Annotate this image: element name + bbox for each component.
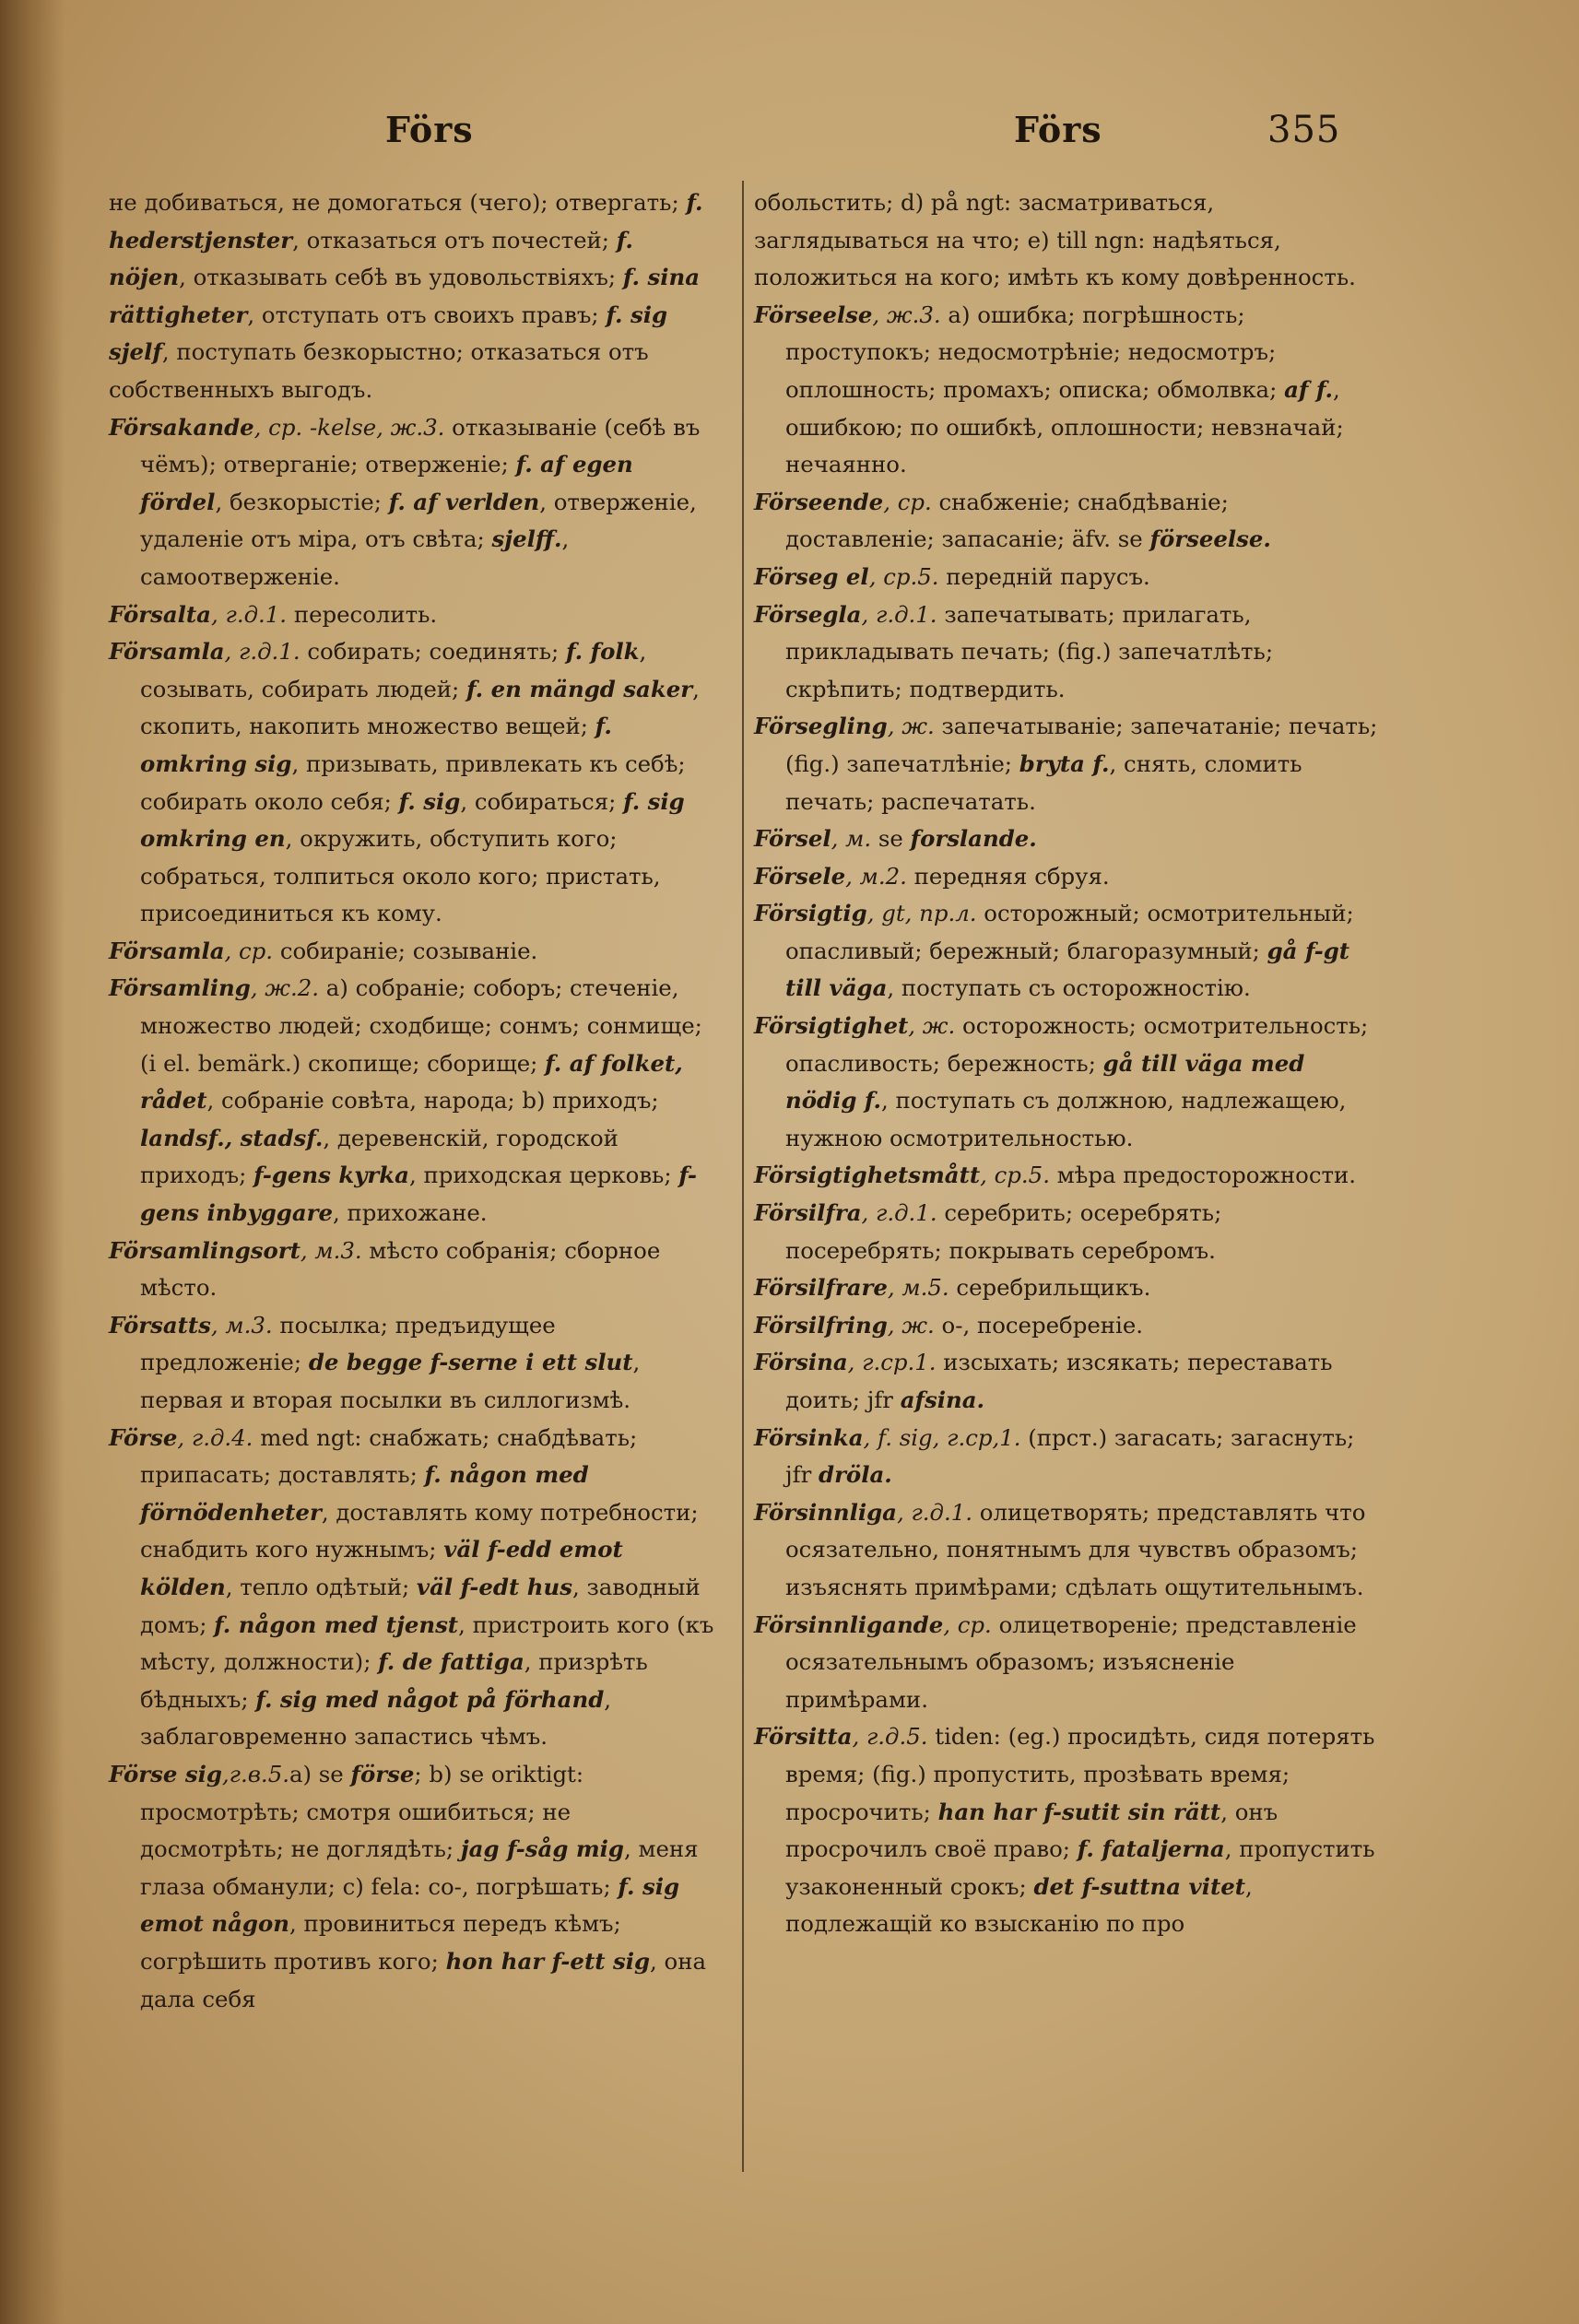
grammar-note: , м.3.	[300, 1236, 362, 1264]
dictionary-entry	[109, 596, 717, 634]
example-phrase: f. sig	[398, 787, 461, 815]
grammar-note: , г.д.1.	[861, 1199, 937, 1227]
grammar-note: , ж.3.	[872, 301, 941, 328]
definition-text: se	[871, 825, 911, 853]
definition-text: , поступать съ должною, надлежащею, нужною осмотрительностью.	[785, 1087, 1347, 1151]
example-phrase: hon har f-ett sig	[445, 1947, 651, 1975]
definition-text: передняя сбруя.	[906, 862, 1110, 890]
example-phrase: dröla.	[819, 1461, 892, 1489]
definition-text: серебрильщикъ.	[949, 1274, 1151, 1302]
definition-text: , собираться;	[460, 787, 624, 815]
definition-text: , провиниться передъ кѣмъ; согрѣшить противъ кого;	[140, 1910, 621, 1975]
definition-text: , подлежащій ко взысканію по про	[785, 1872, 1253, 1938]
headword: Försel	[754, 825, 831, 853]
definition-text: не добиваться, не домогаться (чего); отвергать;	[109, 189, 687, 216]
running-head-right: Förs	[1014, 109, 1102, 150]
dictionary-entry	[109, 409, 717, 596]
grammar-note: , ср.5.	[868, 562, 939, 590]
headword: Försigtig	[754, 900, 867, 927]
headword: Försalta	[109, 600, 211, 628]
definition-text: посылка; предъидущее предложеніе;	[140, 1311, 556, 1376]
definition-text: запечатывать; прилагать, прикладывать печать; (fig.) запечатлѣть; скрѣпить; подтвердить.	[785, 600, 1274, 702]
grammar-note: , ср.	[943, 1610, 992, 1638]
example-phrase: f. af egen fördel	[140, 451, 633, 515]
example-phrase: f. fataljerna	[1077, 1835, 1225, 1863]
dictionary-entry	[109, 1233, 717, 1307]
grammar-note: , м.2.	[845, 862, 907, 890]
example-phrase: f. en mängd saker	[466, 675, 693, 702]
headword: Församlingsort	[109, 1236, 300, 1264]
dictionary-entry	[754, 1718, 1381, 1943]
definition-text: обольстить; d) på ngt: засматриваться, заглядываться на что; e) till ngn: надѣяться, положиться на кого; имѣть къ кому довѣренность.	[754, 189, 1356, 291]
example-phrase: f-gens kyrka	[253, 1162, 409, 1189]
example-phrase: landsf., stadsf.	[140, 1124, 324, 1151]
definition-text: , первая и вторая посылки въ силлогизмѣ.	[140, 1349, 641, 1413]
definition-text: , поступать безкорыстно; отказаться отъ собственныхъ выгодъ.	[109, 338, 649, 403]
grammar-note: , г.д.5.	[852, 1723, 928, 1751]
definition-text: пересолить.	[287, 600, 438, 628]
column-divider	[742, 181, 744, 2172]
example-phrase: f. sig omkring en	[140, 787, 685, 853]
definition-text: , прихожане.	[333, 1199, 488, 1227]
headword: Församla	[109, 638, 225, 666]
grammar-note: , г.д.4.	[177, 1423, 253, 1451]
dictionary-entry	[109, 184, 717, 409]
definition-text: (прст.) загасать; загаснуть; jfr	[785, 1423, 1355, 1489]
definition-text: , отказывать себѣ въ удовольствіяхъ;	[179, 264, 623, 291]
definition-text: осторожность; осмотрительность; опасливость; бережность;	[785, 1012, 1369, 1077]
example-phrase: gå f-gt till väga	[785, 937, 1350, 1002]
definition-text: a) ошибка; погрѣшность; проступокъ; недосмотрѣніе; недосмотръ; оплошность; промахъ; описка; обмолвка;	[785, 301, 1285, 403]
definition-text: , заблаговременно запастись чѣмъ.	[140, 1685, 612, 1751]
definition-text: олицетвореніе; представленіе осязательнымъ образомъ; изъясненіе примѣрами.	[785, 1610, 1357, 1713]
definition-text: , онъ просрочилъ своё право;	[785, 1798, 1279, 1863]
dictionary-entry	[754, 1307, 1381, 1345]
definition-text: мѣсто собранія; сборное мѣсто.	[140, 1236, 661, 1302]
headword: Försilfrare	[754, 1274, 888, 1302]
definition-text: изсыхать; изсякать; переставать доить; jfr	[785, 1349, 1333, 1413]
headword: Försina	[754, 1349, 848, 1376]
dictionary-entry	[754, 1269, 1381, 1307]
dictionary-entry	[754, 297, 1381, 484]
example-phrase: f. sig sjelf	[109, 301, 668, 366]
definition-text: , приходская церковь;	[408, 1162, 679, 1189]
definition-text: , призывать, привлекать къ себѣ; собирать около себя;	[140, 749, 686, 815]
dictionary-entry	[109, 933, 717, 971]
definition-text: отказываніе (себѣ въ чёмъ); отверганіе; отверженіе;	[140, 413, 701, 478]
headword: Försinnliga	[754, 1498, 897, 1526]
definition-text: серебрить; осеребрять; посеребрять; покрывать серебромъ.	[785, 1199, 1222, 1264]
definition-text: , тепло одѣтый;	[225, 1573, 417, 1600]
grammar-note: , f. sig, г.ср,1.	[863, 1423, 1021, 1451]
dictionary-entry	[754, 858, 1381, 896]
example-phrase: forslande.	[910, 825, 1037, 853]
grammar-note: , м.5.	[887, 1274, 949, 1302]
definition-text: , самоотверженіе.	[140, 525, 570, 590]
headword: Försigtighet	[754, 1012, 909, 1040]
example-phrase: f. sina rättigheter	[109, 264, 701, 328]
definition-text: запечатываніе; запечатаніе; печать; (fig.) запечатлѣніе;	[785, 713, 1378, 777]
definition-text: осторожный; осмотрительный; опасливый; бережный; благоразумный;	[785, 900, 1354, 964]
example-phrase: det f-suttna vitet	[1033, 1872, 1246, 1900]
headword: Försele	[754, 862, 846, 890]
definition-text: мѣра предосторожности.	[1049, 1162, 1356, 1189]
example-phrase: f. folk	[565, 638, 640, 666]
dictionary-entry	[754, 559, 1381, 596]
example-phrase: f-gens inbyggare	[140, 1162, 698, 1227]
example-phrase: förseelse.	[1149, 525, 1271, 553]
dictionary-entry	[754, 596, 1381, 709]
definition-text: олицетворять; представлять что осязательно, понятнымъ для чувствъ образомъ; изъяснять примѣрами; сдѣлать ощутительнымъ.	[785, 1498, 1366, 1600]
dictionary-entry	[754, 1420, 1381, 1494]
headword: Förse sig	[109, 1760, 222, 1787]
example-phrase: f. af folket, rådet	[140, 1049, 683, 1115]
dictionary-entry	[109, 970, 717, 1232]
definition-text: собирать; соединять;	[300, 638, 566, 666]
dictionary-entry	[754, 1344, 1381, 1419]
headword: Försilfring	[754, 1311, 888, 1339]
grammar-note: , ср.	[883, 488, 932, 515]
left-column	[109, 184, 717, 2018]
book-binding-edge	[0, 0, 65, 2324]
example-phrase: f. någon med tjenst	[214, 1610, 459, 1638]
headword: Försatts	[109, 1311, 211, 1339]
example-phrase: han har f-sutit sin rätt	[937, 1798, 1221, 1825]
example-phrase: jag f-såg mig	[460, 1835, 624, 1863]
dictionary-entry	[754, 895, 1381, 1008]
grammar-note: , г.д.1.	[896, 1498, 973, 1526]
headword: Förse	[109, 1423, 178, 1451]
dictionary-entry	[109, 1307, 717, 1420]
definition-text: ; b) se oriktigt: просмотрѣть; смотря ошибиться; не досмотрѣть; не доглядѣть;	[140, 1760, 584, 1863]
definition-text: a) se	[289, 1760, 351, 1787]
definition-text: , безкорыстіе;	[215, 488, 389, 515]
dictionary-entry	[754, 708, 1381, 820]
definition-text: , пропустить узаконенный срокъ;	[785, 1835, 1375, 1900]
grammar-note: , м.	[831, 825, 872, 853]
headword: Förseelse	[754, 301, 873, 328]
grammar-note: , ж.	[887, 713, 935, 740]
definition-text: собираніе; созываніе.	[273, 937, 538, 964]
example-phrase: f. omkring sig	[140, 713, 612, 777]
definition-text: , призрѣть бѣдныхъ;	[140, 1648, 648, 1713]
grammar-note: , г.ср.1.	[847, 1349, 937, 1376]
headword: Försakande	[109, 413, 254, 441]
definition-text: med ngt: снабжать; снабдѣвать; припасать; доставлять;	[140, 1423, 638, 1489]
definition-text: , поступать съ осторожностію.	[887, 974, 1251, 1002]
headword: Församling	[109, 974, 251, 1002]
definition-text: , отступать отъ своихъ правъ;	[247, 301, 607, 328]
definition-text: , деревенскій, городской приходъ;	[140, 1124, 619, 1189]
definition-text: , собраніе совѣта, народа; b) приходъ;	[206, 1087, 659, 1115]
example-phrase: f. nöjen	[109, 226, 633, 291]
headword: Försinnligande	[754, 1610, 944, 1638]
dictionary-entry	[754, 820, 1381, 858]
definition-text: , созывать, собирать людей;	[140, 638, 647, 702]
dictionary-entry	[754, 1195, 1381, 1269]
definition-text: снабженіе; снабдѣваніе; доставленіе; запасаніе; äfv. se	[785, 488, 1229, 553]
dictionary-entry	[109, 1420, 717, 1756]
dictionary-entry	[754, 1157, 1381, 1195]
definition-text: о-, посеребреніе.	[934, 1311, 1144, 1339]
dictionary-entry	[754, 184, 1381, 297]
example-phrase: f. någon med förnödenheter	[140, 1461, 589, 1526]
grammar-note: , ж.2.	[250, 974, 320, 1002]
headword: Försitta	[754, 1723, 853, 1751]
headword: Församla	[109, 937, 225, 964]
example-phrase: förse	[350, 1760, 415, 1787]
example-phrase: de begge f-serne i ett slut	[308, 1349, 633, 1376]
grammar-note: , ср.5.	[980, 1162, 1050, 1189]
dictionary-entry	[109, 633, 717, 933]
dictionary-entry	[754, 1494, 1381, 1607]
grammar-note: ,г.в.5.	[221, 1760, 289, 1787]
definition-text: , меня глаза обманули; c) fela: со-, погрѣшать;	[140, 1835, 699, 1900]
example-phrase: f. hederstjenster	[109, 189, 703, 254]
example-phrase: af f.	[1284, 375, 1333, 403]
definition-text: передній парусъ.	[938, 562, 1150, 590]
example-phrase: f. af verlden	[388, 488, 540, 515]
grammar-note: , ср. -kelse, ж.3.	[253, 413, 445, 441]
headword: Försilfra	[754, 1199, 862, 1227]
headword: Försigtighetsmått	[754, 1162, 981, 1189]
grammar-note: , г.д.1.	[210, 600, 288, 628]
definition-text: , отказаться отъ почестей;	[292, 226, 617, 254]
definition-text: a) собраніе; соборъ; стеченіе, множество людей; сходбище; сонмъ; сонмище; (i el. bemärk.) скопище; сборище;	[140, 974, 702, 1077]
grammar-note: , г.д.1.	[224, 638, 300, 666]
definition-text: tiden: (eg.) просидѣть, сидя потерять время; (fig.) пропустить, прозѣвать время; просрочить;	[785, 1723, 1375, 1825]
definition-text: , пристроить кого (къ мѣсту, должности);	[140, 1610, 714, 1676]
example-phrase: afsina.	[900, 1386, 985, 1413]
definition-text: , ошибкою; по ошибкѣ, оплошности; невзначай; нечаянно.	[785, 375, 1344, 478]
grammar-note: , gt, пр.л.	[866, 900, 977, 927]
definition-text: , окружить, обступить кого; собраться, толпиться около кого; пристать, присоединиться къ кому.	[140, 825, 661, 927]
grammar-note: , м.3.	[210, 1311, 273, 1339]
example-phrase: bryta f.	[1019, 749, 1110, 777]
definition-text: , скопить, накопить множество вещей;	[140, 675, 700, 740]
grammar-note: , г.д.1.	[861, 600, 937, 628]
page-number: 355	[1267, 109, 1341, 151]
example-phrase: sjelff.	[491, 525, 562, 553]
definition-text: , снять, сломить печать; распечатать.	[785, 749, 1302, 815]
example-phrase: väl f-edt hus	[416, 1573, 572, 1600]
headword: Försegling	[754, 713, 888, 740]
example-phrase: f. sig med något på förhand	[255, 1685, 605, 1713]
dictionary-entry	[109, 1756, 717, 2018]
example-phrase: väl f-edd emot kölden	[140, 1536, 623, 1600]
grammar-note: , ж.	[887, 1311, 935, 1339]
example-phrase: gå till väga med nödig f.	[785, 1049, 1305, 1115]
definition-text: , отверженіе, удаленіе отъ міра, отъ свѣта;	[140, 488, 697, 553]
example-phrase: f. de fattiga	[378, 1648, 524, 1676]
definition-text: , она дала себя	[140, 1947, 707, 2012]
grammar-note: , ср.	[224, 937, 274, 964]
definition-text: , заводный домъ;	[140, 1573, 701, 1638]
dictionary-entry	[754, 484, 1381, 559]
definition-text: , доставлять кому потребности; снабдить кого нужнымъ;	[140, 1498, 699, 1563]
dictionary-entry	[754, 1607, 1381, 1719]
right-column	[754, 184, 1381, 1943]
headword: Försegla	[754, 600, 862, 628]
headword: Förseende	[754, 488, 884, 515]
grammar-note: , ж.	[908, 1012, 956, 1040]
example-phrase: f. sig emot någon	[140, 1872, 680, 1938]
headword: Förseg el	[754, 562, 869, 590]
headword: Försinka	[754, 1423, 864, 1451]
running-head-left: Förs	[385, 109, 474, 150]
dictionary-entry	[754, 1008, 1381, 1157]
